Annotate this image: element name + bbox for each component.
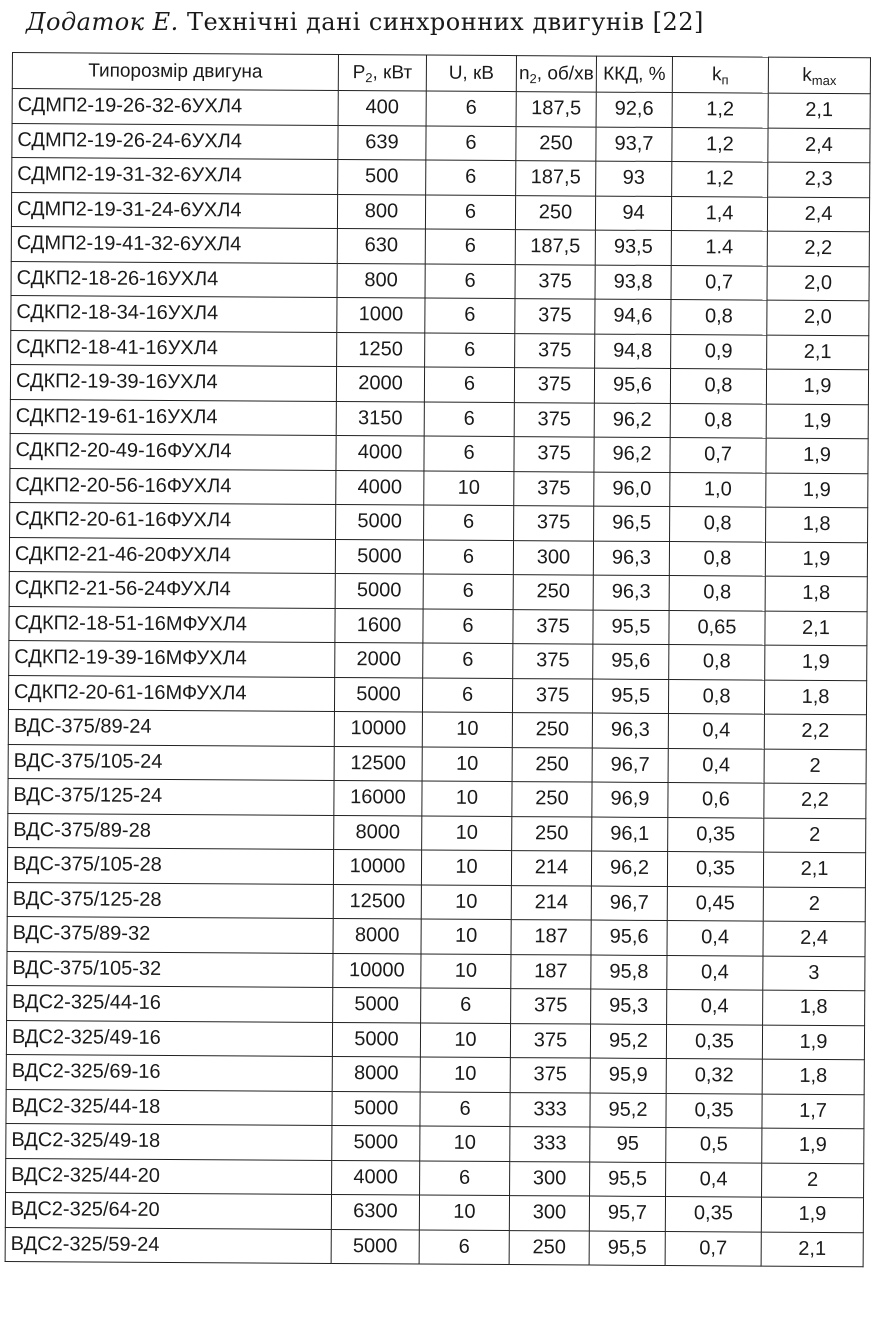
cell-efficiency: 95,6: [591, 920, 667, 955]
cell-speed: 250: [512, 782, 592, 817]
cell-model: СДМП2-19-26-24-6УХЛ4: [12, 123, 338, 159]
cell-power: 2000: [335, 642, 423, 677]
cell-voltage: 6: [425, 229, 515, 264]
cell-voltage: 10: [421, 885, 511, 920]
cell-kmax: 1,9: [766, 404, 868, 439]
cell-kmax: 2,3: [768, 162, 870, 197]
cell-efficiency: 95,5: [592, 679, 668, 714]
cell-power: 800: [337, 194, 425, 229]
cell-model: ВДС2-325/44-16: [7, 985, 333, 1021]
cell-kmax: 2,4: [767, 197, 869, 232]
cell-kp: 0,9: [671, 334, 767, 369]
cell-efficiency: 96,3: [593, 575, 669, 610]
header-kmax: [768, 57, 870, 94]
cell-efficiency: 95,7: [589, 1196, 665, 1231]
cell-power: 5000: [331, 1229, 419, 1264]
cell-kmax: 1,8: [764, 680, 866, 715]
cell-speed: 250: [509, 1230, 589, 1265]
cell-kmax: 2: [764, 818, 866, 853]
header-kp: [672, 57, 768, 94]
cell-efficiency: 96,9: [592, 782, 668, 817]
cell-voltage: 6: [424, 402, 514, 437]
cell-voltage: 10: [421, 850, 511, 885]
cell-kp: 1,4: [671, 196, 767, 231]
cell-kp: 0,8: [669, 576, 765, 611]
cell-power: 5000: [332, 1125, 420, 1160]
table-row: [10, 433, 868, 473]
cell-power: 12500: [334, 746, 422, 781]
cell-power: 5000: [334, 677, 422, 712]
cell-efficiency: 93,7: [596, 127, 672, 162]
cell-power: 10000: [333, 849, 421, 884]
cell-model: ВДС-375/89-32: [7, 916, 333, 952]
table-row: [5, 1192, 863, 1232]
cell-speed: 187: [511, 920, 591, 955]
cell-speed: 375: [513, 609, 593, 644]
cell-efficiency: 96,0: [594, 472, 670, 507]
cell-power: 1600: [335, 608, 423, 643]
cell-speed: 375: [514, 402, 594, 437]
cell-speed: 375: [510, 1023, 590, 1058]
cell-power: 4000: [336, 470, 424, 505]
cell-model: СДКП2-21-46-20ФУХЛ4: [9, 537, 335, 573]
table-row: [6, 1020, 864, 1060]
cell-speed: 375: [515, 264, 595, 299]
cell-kmax: 2,2: [764, 714, 866, 749]
table-row: [5, 1227, 863, 1267]
header-voltage: U, кВ: [426, 55, 516, 92]
cell-kmax: 2,1: [768, 93, 870, 128]
cell-power: 639: [338, 125, 426, 160]
cell-power: 6300: [331, 1194, 419, 1229]
cell-model: ВДС2-325/44-18: [6, 1089, 332, 1125]
cell-voltage: 6: [420, 1161, 510, 1196]
cell-voltage: 10: [420, 1126, 510, 1161]
cell-kp: 1,2: [672, 93, 768, 128]
table-row: [10, 468, 868, 508]
header-kmax-symbol: k: [802, 64, 812, 86]
cell-kmax: 1,8: [763, 990, 865, 1025]
table-row: [10, 364, 868, 404]
cell-power: 5000: [332, 1022, 420, 1057]
motor-specs-table: [5, 52, 871, 1267]
cell-power: 5000: [332, 1091, 420, 1126]
cell-model: СДКП2-19-61-16УХЛ4: [10, 399, 336, 435]
table-row: [7, 916, 865, 956]
cell-speed: 375: [514, 437, 594, 472]
table-row: [12, 158, 870, 198]
header-row: [12, 53, 870, 94]
cell-voltage: 6: [426, 91, 516, 126]
cell-model: СДМП2-19-41-32-6УХЛ4: [11, 226, 337, 262]
cell-power: 630: [337, 228, 425, 263]
cell-speed: 214: [511, 885, 591, 920]
cell-kmax: 2,4: [768, 128, 870, 163]
cell-model: СДКП2-18-26-16УХЛ4: [11, 261, 337, 297]
cell-model: ВДС-375/89-24: [8, 709, 334, 745]
cell-speed: 187: [511, 954, 591, 989]
cell-model: СДМП2-19-26-32-6УХЛ4: [12, 89, 338, 125]
table-row: [12, 123, 870, 163]
cell-kmax: 2,4: [763, 921, 865, 956]
cell-model: ВДС-375/105-24: [8, 744, 334, 780]
header-speed-subscript: 2: [529, 70, 537, 86]
cell-power: 400: [338, 90, 426, 125]
cell-voltage: 10: [422, 816, 512, 851]
cell-kmax: 1,9: [765, 542, 867, 577]
cell-kp: 0,7: [665, 1231, 761, 1266]
cell-voltage: 6: [425, 298, 515, 333]
cell-voltage: 6: [423, 540, 513, 575]
cell-voltage: 10: [424, 471, 514, 506]
cell-efficiency: 94: [595, 196, 671, 231]
cell-kmax: 1,9: [766, 369, 868, 404]
cell-efficiency: 95,2: [590, 1024, 666, 1059]
cell-efficiency: 96,3: [592, 713, 668, 748]
cell-speed: 375: [512, 678, 592, 713]
cell-kmax: 3: [763, 956, 865, 991]
cell-kp: 0,8: [669, 645, 765, 680]
cell-voltage: 6: [425, 195, 515, 230]
cell-kmax: 2,0: [767, 300, 869, 335]
header-model: Типорозмір двигуна: [12, 53, 338, 91]
cell-kp: 1,0: [670, 472, 766, 507]
cell-voltage: 6: [423, 574, 513, 609]
cell-speed: 375: [514, 368, 594, 403]
header-kmax-subscript: max: [811, 72, 837, 88]
cell-speed: 214: [511, 851, 591, 886]
cell-kmax: 1,7: [762, 1094, 864, 1129]
table-row: [8, 709, 866, 749]
cell-model: СДКП2-20-61-16ФУХЛ4: [10, 502, 336, 538]
cell-efficiency: 96,5: [594, 506, 670, 541]
cell-power: 800: [337, 263, 425, 298]
cell-speed: 250: [516, 126, 596, 161]
cell-efficiency: 95: [590, 1127, 666, 1162]
cell-kp: 1.4: [671, 231, 767, 266]
cell-power: 2000: [336, 366, 424, 401]
table-row: [6, 1123, 864, 1163]
cell-speed: 187,5: [515, 230, 595, 265]
cell-model: ВДС2-325/64-20: [5, 1192, 331, 1228]
cell-kp: 0,45: [667, 886, 763, 921]
cell-model: СДКП2-18-34-16УХЛ4: [11, 295, 337, 331]
header-kp-symbol: k: [712, 63, 722, 85]
cell-model: ВДС-375/105-28: [7, 847, 333, 883]
cell-kp: 0,4: [668, 748, 764, 783]
cell-speed: 375: [511, 989, 591, 1024]
table-row: [8, 744, 866, 784]
cell-model: ВДС2-325/44-20: [6, 1158, 332, 1194]
cell-model: ВДС2-325/49-18: [6, 1123, 332, 1159]
cell-kmax: 2: [764, 749, 866, 784]
cell-efficiency: 95,5: [593, 610, 669, 645]
table-row: [6, 1089, 864, 1129]
cell-efficiency: 96,2: [594, 403, 670, 438]
table-row: [11, 192, 869, 232]
table-row: [11, 330, 869, 370]
cell-kp: 0,8: [671, 300, 767, 335]
cell-power: 5000: [335, 573, 423, 608]
cell-voltage: 10: [419, 1195, 509, 1230]
cell-efficiency: 96,1: [592, 817, 668, 852]
cell-speed: 187,5: [516, 92, 596, 127]
table-row: [9, 537, 867, 577]
table-row: [10, 502, 868, 542]
cell-kmax: 2,2: [767, 231, 869, 266]
header-speed: [516, 56, 596, 92]
cell-kp: 0,4: [668, 714, 764, 749]
cell-kmax: 1,9: [762, 1128, 864, 1163]
page-title: [26, 8, 704, 36]
header-kp-subscript: п: [721, 71, 729, 87]
table-row: [12, 89, 870, 129]
table-row: [10, 399, 868, 439]
cell-efficiency: 95,3: [591, 989, 667, 1024]
cell-kp: 0,4: [667, 921, 763, 956]
cell-voltage: 6: [422, 678, 512, 713]
table-row: [11, 226, 869, 266]
table-row: [11, 295, 869, 335]
cell-speed: 333: [510, 1127, 590, 1162]
cell-voltage: 6: [419, 1230, 509, 1265]
cell-kmax: 1,9: [762, 1025, 864, 1060]
cell-speed: 187,5: [516, 161, 596, 196]
cell-efficiency: 95,5: [590, 1162, 666, 1197]
cell-kp: 0,4: [667, 955, 763, 990]
cell-kp: 0,8: [668, 679, 764, 714]
cell-speed: 250: [515, 195, 595, 230]
cell-speed: 300: [510, 1161, 590, 1196]
cell-speed: 375: [514, 471, 594, 506]
table-body: [5, 89, 870, 1267]
cell-kmax: 2: [763, 887, 865, 922]
cell-speed: 250: [512, 747, 592, 782]
cell-kp: 0,65: [669, 610, 765, 645]
cell-model: СДКП2-18-51-16МФУХЛ4: [9, 606, 335, 642]
cell-efficiency: 94,8: [595, 334, 671, 369]
cell-efficiency: 95,9: [590, 1058, 666, 1093]
cell-efficiency: 96,2: [594, 437, 670, 472]
cell-power: 8000: [334, 815, 422, 850]
cell-model: ВДС-375/125-24: [8, 778, 334, 814]
cell-efficiency: 96,7: [592, 748, 668, 783]
cell-kp: 1,2: [672, 127, 768, 162]
cell-model: СДМП2-19-31-24-6УХЛ4: [11, 192, 337, 228]
cell-model: ВДС2-325/59-24: [5, 1227, 331, 1263]
table-row: [6, 1158, 864, 1198]
cell-power: 4000: [332, 1160, 420, 1195]
cell-power: 8000: [333, 918, 421, 953]
cell-power: 5000: [336, 504, 424, 539]
cell-kp: 0,35: [665, 1197, 761, 1232]
cell-voltage: 10: [422, 712, 512, 747]
cell-kp: 0,4: [666, 1162, 762, 1197]
table-row: [11, 261, 869, 301]
cell-efficiency: 93,5: [595, 230, 671, 265]
cell-kp: 0,8: [670, 403, 766, 438]
cell-speed: 250: [513, 575, 593, 610]
cell-model: СДКП2-20-61-16МФУХЛ4: [8, 675, 334, 711]
cell-voltage: 6: [426, 126, 516, 161]
cell-power: 500: [338, 159, 426, 194]
cell-speed: 375: [515, 333, 595, 368]
cell-power: 1250: [337, 332, 425, 367]
cell-kp: 0,32: [666, 1059, 762, 1094]
cell-power: 5000: [333, 987, 421, 1022]
cell-speed: 375: [510, 1058, 590, 1093]
header-power: [338, 54, 426, 91]
cell-voltage: 6: [424, 505, 514, 540]
table-row: [6, 1054, 864, 1094]
table-row: [8, 813, 866, 853]
cell-voltage: 10: [420, 1057, 510, 1092]
cell-kp: 1,2: [672, 162, 768, 197]
table-row: [8, 675, 866, 715]
cell-voltage: 10: [422, 747, 512, 782]
cell-kp: 0,5: [666, 1128, 762, 1163]
header-efficiency: ККД, %: [596, 56, 672, 92]
cell-speed: 300: [509, 1196, 589, 1231]
cell-kmax: 2,2: [764, 783, 866, 818]
cell-model: ВДС-375/89-28: [8, 813, 334, 849]
cell-efficiency: 92,6: [596, 92, 672, 127]
cell-voltage: 6: [425, 264, 515, 299]
cell-efficiency: 96,3: [593, 541, 669, 576]
table-row: [7, 847, 865, 887]
cell-kmax: 2,0: [767, 266, 869, 301]
cell-efficiency: 94,6: [595, 299, 671, 334]
table-row: [9, 640, 867, 680]
cell-power: 3150: [336, 401, 424, 436]
cell-voltage: 10: [420, 1023, 510, 1058]
cell-speed: 375: [514, 506, 594, 541]
cell-power: 12500: [333, 884, 421, 919]
header-speed-symbol: n: [518, 62, 530, 84]
cell-kmax: 2: [762, 1163, 864, 1198]
cell-model: СДКП2-20-56-16ФУХЛ4: [10, 468, 336, 504]
cell-model: ВДС-375/105-32: [7, 951, 333, 987]
table-row: [8, 778, 866, 818]
cell-kmax: 1,9: [765, 645, 867, 680]
cell-kp: 0,35: [666, 1093, 762, 1128]
cell-speed: 333: [510, 1092, 590, 1127]
cell-voltage: 10: [421, 919, 511, 954]
cell-speed: 375: [515, 299, 595, 334]
cell-kmax: 1,9: [766, 438, 868, 473]
cell-model: ВДС2-325/69-16: [6, 1054, 332, 1090]
cell-model: СДКП2-20-49-16ФУХЛ4: [10, 433, 336, 469]
cell-kp: 0,7: [671, 265, 767, 300]
header-power-symbol: P: [352, 61, 366, 83]
cell-kmax: 2,1: [767, 335, 869, 370]
cell-power: 5000: [335, 539, 423, 574]
cell-kp: 0,8: [670, 369, 766, 404]
cell-model: ВДС2-325/49-16: [6, 1020, 332, 1056]
cell-power: 8000: [332, 1056, 420, 1091]
cell-efficiency: 95,6: [593, 644, 669, 679]
cell-efficiency: 96,7: [591, 886, 667, 921]
header-power-unit: , кВт: [372, 61, 413, 83]
cell-voltage: 6: [423, 609, 513, 644]
cell-kp: 0,4: [667, 990, 763, 1025]
cell-voltage: 6: [425, 333, 515, 368]
table-row: [9, 606, 867, 646]
cell-kmax: 2,1: [763, 852, 865, 887]
cell-kmax: 1,8: [766, 507, 868, 542]
table-row: [9, 571, 867, 611]
cell-voltage: 6: [424, 367, 514, 402]
cell-model: СДКП2-19-39-16УХЛ4: [10, 364, 336, 400]
cell-kp: 0,35: [668, 817, 764, 852]
cell-voltage: 6: [423, 643, 513, 678]
cell-model: СДКП2-18-41-16УХЛ4: [11, 330, 337, 366]
cell-speed: 375: [513, 644, 593, 679]
table-row: [7, 985, 865, 1025]
cell-power: 10000: [334, 711, 422, 746]
cell-kp: 0,8: [670, 507, 766, 542]
title-text: Технічні дані синхронних двигунів [22]: [186, 8, 704, 36]
cell-kmax: 2,1: [761, 1232, 863, 1267]
cell-efficiency: 93,8: [595, 265, 671, 300]
cell-kmax: 1,9: [766, 473, 868, 508]
cell-kmax: 1,8: [765, 576, 867, 611]
cell-kp: 0,35: [667, 852, 763, 887]
cell-voltage: 6: [420, 1092, 510, 1127]
cell-efficiency: 95,5: [589, 1231, 665, 1266]
cell-speed: 250: [512, 713, 592, 748]
cell-speed: 300: [513, 540, 593, 575]
cell-model: СДКП2-19-39-16МФУХЛ4: [9, 640, 335, 676]
cell-voltage: 6: [424, 436, 514, 471]
cell-kmax: 1,9: [761, 1197, 863, 1232]
table-header: [12, 53, 870, 94]
header-speed-unit: , об/хв: [536, 62, 594, 85]
cell-voltage: 6: [421, 988, 511, 1023]
appendix-label: Додаток Е.: [26, 8, 179, 36]
cell-efficiency: 95,6: [594, 368, 670, 403]
cell-model: СДКП2-21-56-24ФУХЛ4: [9, 571, 335, 607]
cell-efficiency: 96,2: [591, 851, 667, 886]
cell-efficiency: 95,8: [591, 955, 667, 990]
cell-power: 16000: [334, 780, 422, 815]
cell-kmax: 1,8: [762, 1059, 864, 1094]
cell-power: 4000: [336, 435, 424, 470]
cell-kp: 0,8: [669, 541, 765, 576]
cell-speed: 250: [512, 816, 592, 851]
cell-power: 10000: [333, 953, 421, 988]
cell-efficiency: 93: [596, 161, 672, 196]
cell-model: ВДС-375/125-28: [7, 882, 333, 918]
cell-voltage: 6: [426, 160, 516, 195]
cell-kp: 0,35: [666, 1024, 762, 1059]
table-row: [7, 882, 865, 922]
cell-voltage: 10: [421, 954, 511, 989]
header-power-subscript: 2: [365, 69, 373, 85]
cell-kmax: 2,1: [765, 611, 867, 646]
cell-voltage: 10: [422, 781, 512, 816]
table-row: [7, 951, 865, 991]
cell-kp: 0,6: [668, 783, 764, 818]
cell-kp: 0,7: [670, 438, 766, 473]
cell-model: СДМП2-19-31-32-6УХЛ4: [12, 158, 338, 194]
cell-power: 1000: [337, 297, 425, 332]
cell-efficiency: 95,2: [590, 1093, 666, 1128]
